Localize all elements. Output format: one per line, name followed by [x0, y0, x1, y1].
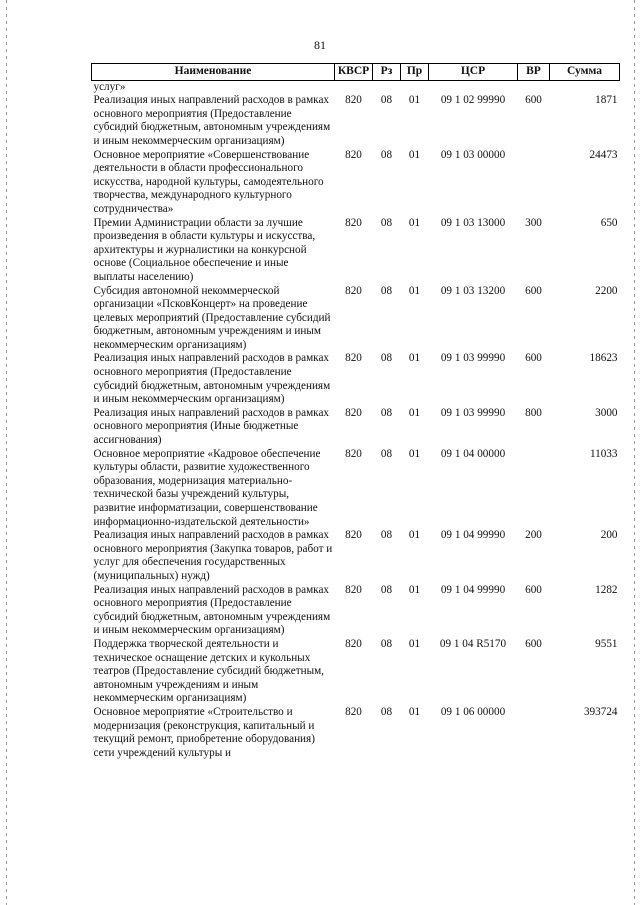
row-csr [429, 80, 518, 94]
row-kvsr: 820 [345, 352, 362, 365]
column-header-name: Наименование [92, 64, 335, 81]
row-rz: 08 [380, 529, 393, 542]
row-pr: 01 [408, 352, 421, 365]
row-pr: 01 [408, 284, 421, 297]
row-vr: 300 [525, 216, 542, 229]
row-rz: 08 [380, 94, 393, 107]
row-pr: 01 [408, 94, 421, 107]
row-kvsr [335, 80, 373, 94]
row-csr: 09 1 04 R5170 [439, 637, 507, 650]
row-name: Реализация иных направлений расходов в рамках основного мероприятия (Иные бюджетные ассигнования) [93, 406, 330, 447]
table-row [92, 584, 620, 638]
row-vr [518, 149, 550, 217]
row-vr: 600 [525, 637, 542, 650]
table-row [92, 285, 620, 353]
scan-edge-left [6, 0, 7, 905]
row-sum [550, 80, 620, 94]
row-name: Реализация иных направлений расходов в рамках основного мероприятия (Закупка товаров, работ и услуг для обеспечения государственных (муниципальных) нужд) [93, 529, 333, 582]
row-rz: 08 [380, 352, 393, 365]
row-sum: 18623 [589, 352, 618, 365]
row-rz: 08 [380, 447, 393, 460]
column-header-vr: ВР [518, 64, 550, 81]
row-csr: 09 1 03 00000 [440, 148, 506, 161]
row-name: Реализация иных направлений расходов в рамках основного мероприятия (Предоставление субсидий бюджетным, автономным учреждениям и иным некоммерческим организациям) [93, 94, 331, 147]
row-vr [518, 706, 550, 760]
row-pr: 01 [408, 637, 421, 650]
row-pr: 01 [408, 406, 421, 419]
row-kvsr: 820 [345, 705, 362, 718]
table-row [92, 638, 620, 706]
table-row [92, 149, 620, 217]
row-kvsr: 820 [345, 406, 362, 419]
row-name: услуг» [93, 80, 126, 93]
table-row [92, 80, 620, 94]
row-vr [518, 80, 550, 94]
row-csr: 09 1 03 99990 [440, 352, 506, 365]
row-kvsr: 820 [345, 284, 362, 297]
column-header-pr: Пр [401, 64, 429, 81]
table-header-row [92, 64, 620, 81]
row-csr: 09 1 04 99990 [440, 529, 506, 542]
row-name: Поддержка творческой деятельности и техническое оснащение детских и кукольных театров (Предоставление субсидий бюджетным, автономным учреждениям и иным некоммерческим организациям) [93, 637, 324, 705]
column-header-sum: Сумма [550, 64, 620, 81]
row-vr: 600 [525, 352, 542, 365]
column-header-csr: ЦСР [429, 64, 518, 81]
row-kvsr: 820 [345, 216, 362, 229]
row-name: Премии Администрации области за лучшие произведения в области культуры и искусства, архитектуры и журналистики на конкурсной основе (Социальное обеспечение и иные выплаты населению) [93, 216, 316, 283]
row-vr: 600 [525, 583, 542, 596]
row-kvsr: 820 [345, 148, 362, 161]
row-vr: 600 [525, 284, 542, 297]
row-name: Реализация иных направлений расходов в рамках основного мероприятия (Предоставление субсидий бюджетным, автономным учреждениям и иным некоммерческим организациям) [93, 583, 331, 637]
row-rz: 08 [380, 637, 393, 650]
row-pr: 01 [408, 216, 421, 229]
row-pr [401, 80, 429, 94]
row-name: Реализация иных направлений расходов в рамках основного мероприятия (Предоставление субсидий бюджетным, автономным учреждениям и иным некоммерческим организациям) [93, 352, 331, 406]
row-csr: 09 1 04 00000 [440, 447, 506, 460]
table-row [92, 407, 620, 448]
table-row [92, 94, 620, 148]
row-vr: 200 [525, 529, 542, 542]
row-kvsr: 820 [345, 583, 362, 596]
table-row [92, 217, 620, 285]
row-vr: 800 [525, 406, 542, 419]
row-sum: 1871 [595, 94, 618, 107]
row-sum: 11033 [589, 447, 618, 460]
table-row [92, 706, 620, 760]
row-pr: 01 [408, 148, 421, 161]
row-sum: 3000 [595, 406, 618, 419]
table-row [92, 352, 620, 406]
row-pr: 01 [408, 583, 421, 596]
row-rz: 08 [380, 216, 393, 229]
row-name: Основное мероприятие «Кадровое обеспечение культуры области, развитие художественного образования, модернизация материально-технической базы учреждений культуры, развитие информатизации, совершенствование информационно-издательской деятельности» [93, 447, 321, 528]
row-sum: 9551 [595, 637, 618, 650]
budget-table [91, 63, 620, 760]
row-rz: 08 [380, 284, 393, 297]
scan-edge-right [634, 0, 635, 905]
row-rz [373, 80, 401, 94]
row-sum: 2200 [595, 284, 618, 297]
table-row [92, 529, 620, 583]
row-pr: 01 [408, 529, 421, 542]
row-csr: 09 1 03 13200 [440, 284, 506, 297]
row-vr [518, 448, 550, 530]
row-rz: 08 [380, 148, 393, 161]
row-sum: 24473 [589, 148, 618, 161]
page-number: 81 [314, 38, 326, 52]
row-sum: 200 [600, 529, 618, 542]
row-kvsr: 820 [345, 94, 362, 107]
row-name: Основное мероприятие «Совершенствование деятельности в области профессионального искусства, народной культуры, самодеятельного творчества, международного культурного сотрудничества» [93, 148, 324, 215]
row-csr: 09 1 04 99990 [440, 583, 506, 596]
row-sum: 1282 [595, 583, 618, 596]
row-csr: 09 1 02 99990 [440, 94, 506, 107]
row-rz: 08 [380, 583, 393, 596]
row-kvsr: 820 [345, 447, 362, 460]
row-sum: 393724 [583, 705, 618, 718]
row-kvsr: 820 [345, 529, 362, 542]
column-header-kvsr: КВСР [335, 64, 373, 81]
row-vr: 600 [525, 94, 542, 107]
row-kvsr: 820 [345, 637, 362, 650]
row-csr: 09 1 03 13000 [440, 216, 506, 229]
row-pr: 01 [408, 705, 421, 718]
row-csr: 09 1 06 00000 [440, 705, 506, 718]
row-name: Основное мероприятие «Строительство и модернизация (реконструкция, капитальный и текущий ремонт, приобретение оборудования) сети учреждений культуры и [93, 705, 315, 759]
row-rz: 08 [380, 705, 393, 718]
row-sum: 650 [600, 216, 618, 229]
row-name: Субсидия автономной некоммерческой организации «ПсковКонцерт» на проведение целевых мероприятий (Предоставление субсидий бюджетным, автономным учреждениям и иным некоммерческим организациям) [93, 284, 331, 351]
table-row [92, 448, 620, 530]
row-csr: 09 1 03 99990 [440, 406, 506, 419]
row-rz: 08 [380, 406, 393, 419]
row-pr: 01 [408, 447, 421, 460]
column-header-rz: Рз [373, 64, 401, 81]
